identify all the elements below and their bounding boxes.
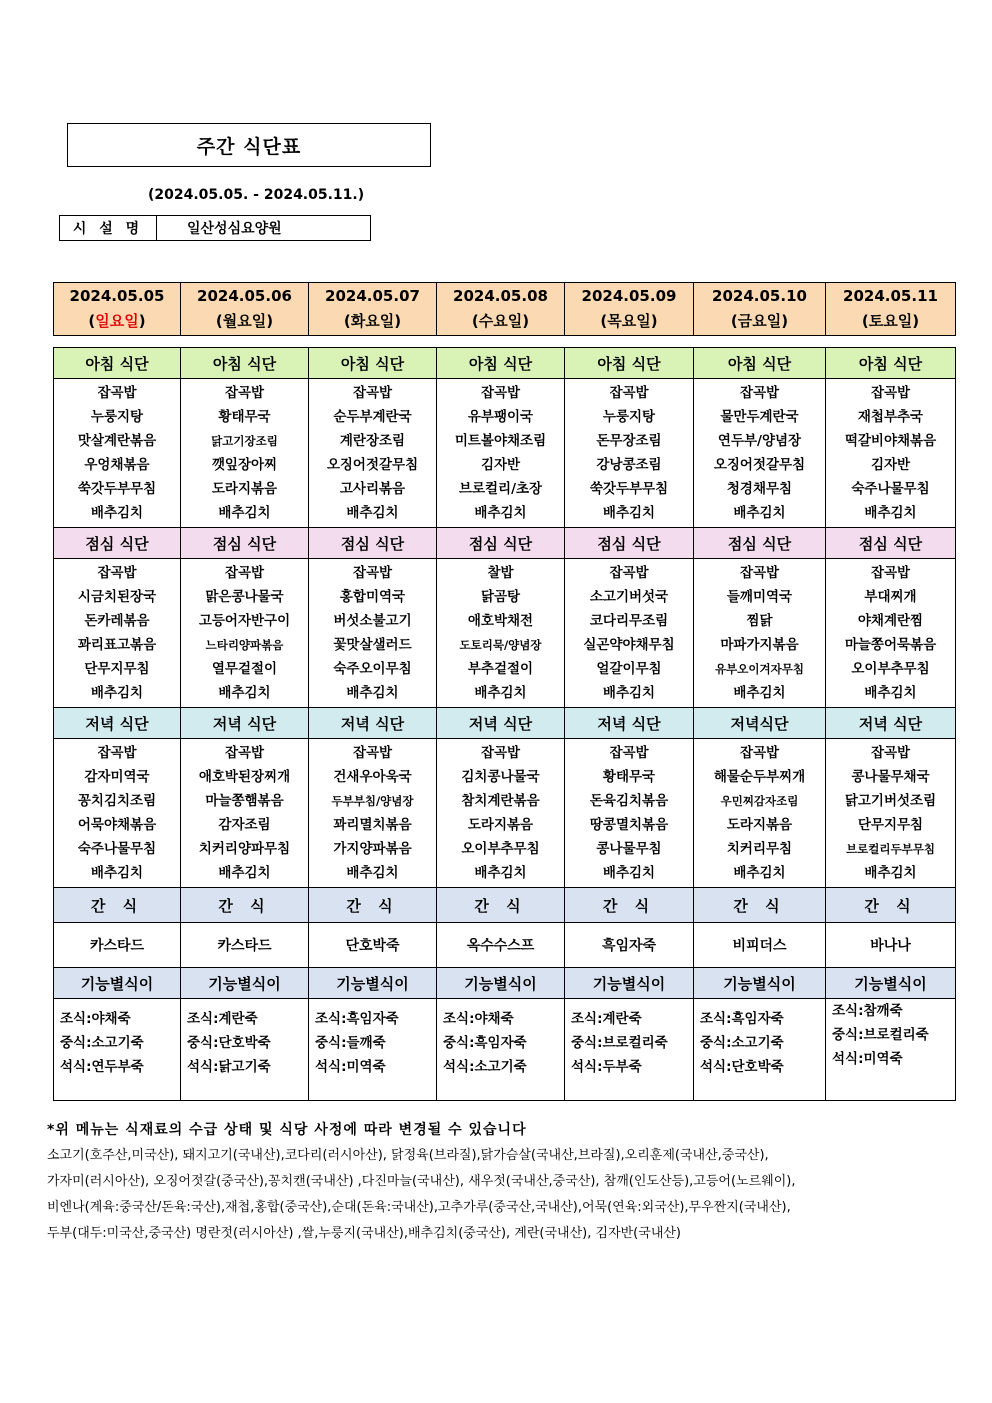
- functional-diet-header-row: [54, 968, 956, 999]
- functional-diet-header: 기능별식이: [54, 968, 181, 999]
- menu-item: 배추김치: [733, 865, 786, 881]
- menu-item: 배추김치: [474, 685, 527, 701]
- menu-item: 계란장조림: [339, 433, 406, 449]
- functional-diet-item: 조식:계란죽: [187, 1011, 258, 1027]
- menu-item: 오징어젓갈무침: [326, 457, 419, 473]
- origin-line: 소고기(호주산,미국산), 돼지고기(국내산),코다리(러시아산), 닭정육(브라질),닭가슴살(국내산,브라질),오리훈제(국내산,중국산),: [47, 1148, 769, 1163]
- facility-label: 시 설 명: [60, 216, 157, 240]
- menu-item: 잡곡밥: [352, 745, 393, 761]
- menu-item: 닭고기장조림: [211, 434, 278, 448]
- menu-item: 단무지무침: [84, 661, 150, 677]
- weekday-paren-open: (: [600, 312, 608, 330]
- menu-item: 청경채무침: [726, 481, 793, 497]
- notice-block: [47, 1117, 947, 1247]
- weekday-text: [181, 309, 308, 334]
- functional-diet-item: 조식:참깨죽: [832, 1003, 903, 1019]
- menu-item: 잡곡밥: [352, 385, 393, 401]
- dinner-header: 저녁 식단: [181, 708, 309, 739]
- menu-item: 실곤약야채무침: [583, 637, 675, 653]
- dinner-header: 저녁 식단: [437, 708, 565, 739]
- date-text: 2024.05.06: [197, 287, 292, 305]
- menu-item: 돈무장조림: [596, 433, 662, 449]
- weekday-name: 일요일: [95, 312, 139, 330]
- menu-item: 참치계란볶음: [461, 793, 540, 809]
- breakfast-header-row: [54, 348, 956, 379]
- dinner-menu-row: [54, 739, 956, 888]
- snack-item: 바나나: [826, 923, 956, 968]
- weekday-name: 토요일: [868, 312, 913, 330]
- snack-item: 흑임자죽: [565, 923, 694, 968]
- menu-item: 부대찌개: [864, 589, 917, 605]
- dinner-header: 저녁 식단: [826, 708, 956, 739]
- date-text: 2024.05.11: [843, 287, 938, 305]
- snack-header: 간 식: [694, 888, 826, 923]
- snack-header-row: [54, 888, 956, 923]
- date-text: 2024.05.07: [325, 287, 420, 305]
- lunch-menu-cell: [181, 559, 309, 708]
- weekday-name: 월요일: [222, 312, 267, 330]
- breakfast-menu-cell: [437, 379, 565, 528]
- menu-item: 숙주오이무침: [333, 661, 412, 677]
- menu-item: 꽁치김치조림: [77, 793, 157, 809]
- menu-item: 치커리무침: [726, 841, 793, 857]
- breakfast-menu-cell: [565, 379, 694, 528]
- menu-item: 떡갈비야채볶음: [844, 433, 937, 449]
- menu-item: 배추김치: [864, 685, 917, 701]
- menu-item: 배추김치: [90, 685, 144, 701]
- menu-table: [53, 347, 956, 1101]
- weekday-paren-close: ): [394, 312, 402, 330]
- lunch-header: 점심 식단: [54, 528, 181, 559]
- functional-diet-item: 석식:단호박죽: [700, 1059, 784, 1075]
- menu-item: 돈카레볶음: [84, 613, 150, 629]
- menu-item: 잡곡밥: [97, 565, 137, 581]
- functional-diet-cell: [694, 999, 826, 1101]
- menu-item: 누룽지탕: [602, 409, 656, 425]
- menu-item: 고사리볶음: [339, 481, 406, 497]
- menu-item: 마파가지볶음: [720, 637, 799, 653]
- functional-diet-cell: [565, 999, 694, 1101]
- weekday-paren-close: ): [912, 312, 920, 330]
- lunch-header: 점심 식단: [309, 528, 437, 559]
- weekday-paren-close: ): [138, 312, 146, 330]
- date-cell: [437, 283, 565, 336]
- menu-item: 누룽지탕: [90, 409, 144, 425]
- functional-diet-item: 중식:브로컬리죽: [832, 1027, 929, 1043]
- menu-item: 황태무국: [218, 409, 271, 425]
- menu-item: 홍합미역국: [339, 589, 406, 605]
- menu-item: 잡곡밥: [224, 745, 265, 761]
- weekday-paren-open: (: [730, 312, 738, 330]
- notice-title: *위 메뉴는 식재료의 수급 상태 및 식당 사정에 따라 변경될 수 있습니다: [47, 1122, 527, 1138]
- lunch-header: 점심 식단: [437, 528, 565, 559]
- breakfast-menu-row: [54, 379, 956, 528]
- menu-item: 닭고기버섯조림: [844, 793, 937, 809]
- menu-item: 숙주나물무침: [851, 481, 930, 497]
- menu-item: 오징어젓갈무침: [713, 457, 806, 473]
- date-cell: [181, 283, 309, 336]
- functional-diet-cell: [437, 999, 565, 1101]
- menu-item: 재첩부추국: [857, 409, 924, 425]
- breakfast-header: 아침 식단: [309, 348, 437, 379]
- weekday-paren-open: (: [861, 312, 869, 330]
- menu-item: 배추김치: [346, 505, 399, 521]
- menu-item: 소고기버섯국: [589, 589, 669, 605]
- menu-item: 도라지볶음: [467, 817, 534, 833]
- breakfast-menu-cell: [309, 379, 437, 528]
- weekday-paren-close: ): [522, 312, 530, 330]
- menu-item: 연두부/양념장: [717, 433, 802, 449]
- menu-item: 부추겉절이: [467, 661, 534, 677]
- menu-item: 배추김치: [218, 685, 271, 701]
- lunch-menu-cell: [694, 559, 826, 708]
- menu-item: 꽈리멸치볶음: [333, 817, 412, 833]
- menu-item: 배추김치: [733, 505, 786, 521]
- menu-item: 물만두계란국: [720, 409, 799, 425]
- menu-item: 배추김치: [864, 865, 917, 881]
- functional-diet-row: [54, 999, 956, 1101]
- functional-diet-cell: [309, 999, 437, 1101]
- menu-item: 잡곡밥: [739, 745, 780, 761]
- menu-item: 가지양파볶음: [333, 841, 412, 857]
- lunch-header: 점심 식단: [565, 528, 694, 559]
- menu-item: 배추김치: [90, 505, 144, 521]
- menu-item: 배추김치: [602, 505, 656, 521]
- snack-header: 간 식: [54, 888, 181, 923]
- weekday-name: 금요일: [737, 312, 782, 330]
- functional-diet-item: 중식:흑임자죽: [443, 1035, 527, 1051]
- menu-item: 애호박된장찌개: [198, 769, 291, 785]
- breakfast-header: 아침 식단: [565, 348, 694, 379]
- breakfast-header: 아침 식단: [694, 348, 826, 379]
- menu-item: 잡곡밥: [97, 745, 137, 761]
- facility-name: 일산성심요양원: [187, 221, 282, 237]
- menu-item: 도라지볶음: [726, 817, 793, 833]
- menu-item: 잡곡밥: [609, 385, 649, 401]
- date-cell: [309, 283, 437, 336]
- lunch-menu-cell: [437, 559, 565, 708]
- weekday-name: 화요일: [350, 312, 395, 330]
- functional-diet-header: 기능별식이: [309, 968, 437, 999]
- menu-item: 잡곡밥: [97, 385, 137, 401]
- breakfast-header: 아침 식단: [54, 348, 181, 379]
- dinner-header: 저녁 식단: [309, 708, 437, 739]
- functional-diet-item: 중식:단호박죽: [187, 1035, 271, 1051]
- functional-diet-cell: [826, 999, 956, 1101]
- menu-item: 시금치된장국: [77, 589, 157, 605]
- origin-list: [47, 1143, 947, 1247]
- date-text: 2024.05.09: [581, 287, 677, 305]
- functional-diet-item: 조식:계란죽: [571, 1011, 642, 1027]
- menu-item: 브로컬리두부무침: [846, 842, 935, 856]
- menu-item: 콩나물무침: [596, 841, 662, 857]
- snack-item: 비피더스: [694, 923, 826, 968]
- functional-diet-item: 석식:미역죽: [315, 1059, 386, 1075]
- lunch-header: 점심 식단: [694, 528, 826, 559]
- menu-item: 꽈리표고볶음: [77, 637, 157, 653]
- menu-item: 땅콩멸치볶음: [589, 817, 669, 833]
- weekday-text: [694, 309, 825, 334]
- menu-item: 애호박채전: [467, 613, 534, 629]
- menu-item: 순두부계란국: [333, 409, 412, 425]
- date-text: 2024.05.05: [69, 287, 165, 305]
- weekday-paren-close: ): [781, 312, 789, 330]
- menu-item: 마늘쫑어묵볶음: [844, 637, 937, 653]
- weekday-paren-close: ): [266, 312, 274, 330]
- menu-item: 콩나물무채국: [851, 769, 930, 785]
- functional-diet-cell: [54, 999, 181, 1101]
- snack-item: 단호박죽: [309, 923, 437, 968]
- functional-diet-item: 중식:소고기죽: [60, 1035, 144, 1051]
- date-text: 2024.05.10: [712, 287, 807, 305]
- menu-item: 김치콩나물국: [461, 769, 540, 785]
- menu-item: 배추김치: [864, 505, 917, 521]
- lunch-header-row: [54, 528, 956, 559]
- weekday-text: [437, 309, 564, 334]
- menu-item: 잡곡밥: [609, 745, 649, 761]
- weekday-name: 수요일: [478, 312, 523, 330]
- functional-diet-item: 중식:브로컬리죽: [571, 1035, 668, 1051]
- menu-item: 배추김치: [474, 865, 527, 881]
- lunch-header: 점심 식단: [826, 528, 956, 559]
- menu-item: 닭곰탕: [480, 589, 521, 605]
- snack-header: 간 식: [565, 888, 694, 923]
- functional-diet-item: 석식:두부죽: [571, 1059, 642, 1075]
- menu-item: 미트볼야채조림: [454, 433, 547, 449]
- page-title: 주간 식단표: [67, 123, 431, 167]
- date-cell: [54, 283, 181, 336]
- breakfast-header: 아침 식단: [181, 348, 309, 379]
- menu-item: 배추김치: [733, 685, 786, 701]
- weekday-paren-open: (: [343, 312, 351, 330]
- menu-item: 숙주나물무침: [77, 841, 157, 857]
- dinner-menu-cell: [565, 739, 694, 888]
- dinner-header: 저녁 식단: [565, 708, 694, 739]
- menu-item: 우민찌감자조림: [720, 794, 799, 808]
- menu-item: 배추김치: [218, 865, 271, 881]
- menu-item: 배추김치: [602, 685, 656, 701]
- menu-item: 맑은콩나물국: [205, 589, 284, 605]
- date-text: 2024.05.08: [453, 287, 548, 305]
- snack-header: 간 식: [437, 888, 565, 923]
- menu-item: 잡곡밥: [609, 565, 649, 581]
- menu-item: 도라지볶음: [211, 481, 278, 497]
- menu-item: 마늘쫑햄볶음: [205, 793, 284, 809]
- menu-item: 유부팽이국: [467, 409, 534, 425]
- menu-item: 배추김치: [346, 685, 399, 701]
- snack-item: 옥수수스프: [437, 923, 565, 968]
- origin-line: 비엔나(계육:중국산/돈육:국산),재첩,홍합(중국산),순대(돈육:국내산),고추가루(중국산,국내산),어묵(연육:외국산),무우짠지(국내산),: [47, 1200, 791, 1215]
- lunch-menu-cell: [54, 559, 181, 708]
- menu-item: 배추김치: [218, 505, 271, 521]
- date-header-table: [53, 282, 956, 336]
- functional-diet-item: 조식:야채죽: [443, 1011, 514, 1027]
- menu-item: 배추김치: [474, 505, 527, 521]
- weekday-text: [565, 309, 693, 334]
- functional-diet-header: 기능별식이: [694, 968, 826, 999]
- menu-item: 해물순두부찌개: [713, 769, 806, 785]
- dinner-menu-cell: [309, 739, 437, 888]
- menu-item: 느타리양파볶음: [205, 638, 284, 652]
- date-row: [54, 283, 956, 336]
- menu-item: 황태무국: [602, 769, 656, 785]
- menu-item: 두부부침/양념장: [331, 794, 414, 808]
- snack-header: 간 식: [181, 888, 309, 923]
- menu-item: 깻잎장아찌: [211, 457, 278, 473]
- weekday-paren-close: ): [650, 312, 658, 330]
- period-range: (2024.05.05. - 2024.05.11.): [148, 187, 365, 203]
- functional-diet-item: 조식:흑임자죽: [700, 1011, 784, 1027]
- menu-item: 브로컬리/초장: [458, 481, 543, 497]
- menu-item: 잡곡밥: [870, 385, 911, 401]
- dinner-menu-cell: [437, 739, 565, 888]
- menu-item: 돈육김치볶음: [589, 793, 669, 809]
- menu-item: 들깨미역국: [726, 589, 793, 605]
- date-cell: [565, 283, 694, 336]
- menu-item: 배추김치: [346, 865, 399, 881]
- menu-item: 꽃맛살샐러드: [333, 637, 412, 653]
- weekday-text: [826, 309, 955, 334]
- functional-diet-item: 중식:들깨죽: [315, 1035, 386, 1051]
- functional-diet-header: 기능별식이: [565, 968, 694, 999]
- breakfast-menu-cell: [826, 379, 956, 528]
- dinner-header: 저녁식단: [694, 708, 826, 739]
- functional-diet-item: 석식:미역죽: [832, 1051, 903, 1067]
- menu-item: 배추김치: [90, 865, 144, 881]
- menu-item: 우엉채볶음: [84, 457, 150, 473]
- functional-diet-item: 중식:소고기죽: [700, 1035, 784, 1051]
- breakfast-menu-cell: [54, 379, 181, 528]
- menu-item: 감자미역국: [84, 769, 150, 785]
- menu-item: 쑥갓두부무침: [589, 481, 669, 497]
- dinner-header: 저녁 식단: [54, 708, 181, 739]
- functional-diet-item: 조식:흑임자죽: [315, 1011, 399, 1027]
- menu-item: 잡곡밥: [224, 385, 265, 401]
- functional-diet-header: 기능별식이: [826, 968, 956, 999]
- menu-item: 어묵야채볶음: [77, 817, 157, 833]
- menu-item: 잡곡밥: [352, 565, 393, 581]
- menu-item: 단무지무침: [857, 817, 924, 833]
- functional-diet-cell: [181, 999, 309, 1101]
- menu-item: 잡곡밥: [870, 565, 911, 581]
- menu-item: 배추김치: [602, 865, 656, 881]
- lunch-menu-cell: [826, 559, 956, 708]
- menu-item: 김자반: [480, 457, 521, 473]
- breakfast-header: 아침 식단: [437, 348, 565, 379]
- weekday-text: [309, 309, 436, 334]
- menu-item: 오이부추무침: [851, 661, 930, 677]
- weekday-name: 목요일: [607, 312, 651, 330]
- menu-item: 김자반: [870, 457, 911, 473]
- breakfast-header: 아침 식단: [826, 348, 956, 379]
- weekday-paren-open: (: [88, 312, 96, 330]
- dinner-menu-cell: [54, 739, 181, 888]
- menu-item: 오이부추무침: [461, 841, 540, 857]
- menu-item: 버섯소불고기: [333, 613, 412, 629]
- menu-item: 고등어자반구이: [198, 613, 291, 629]
- menu-item: 치커리양파무침: [198, 841, 291, 857]
- facility-box: [59, 215, 371, 241]
- snack-header: 간 식: [826, 888, 956, 923]
- menu-item: 쑥갓두부무침: [77, 481, 157, 497]
- menu-item: 열무겉절이: [211, 661, 278, 677]
- date-cell: [826, 283, 956, 336]
- dinner-menu-cell: [694, 739, 826, 888]
- lunch-menu-cell: [565, 559, 694, 708]
- menu-item: 잡곡밥: [480, 745, 521, 761]
- menu-item: 찰밥: [487, 565, 514, 581]
- origin-line: 두부(대두:미국산,중국산) 명란젓(러시아산) ,쌀,누룽지(국내산),배추김치(중국산), 계란(국내산), 김자반(국내산): [47, 1226, 682, 1241]
- menu-item: 건새우아욱국: [333, 769, 412, 785]
- functional-diet-item: 석식:닭고기죽: [187, 1059, 271, 1075]
- functional-diet-item: 조식:야채죽: [60, 1011, 131, 1027]
- menu-item: 잡곡밥: [224, 565, 265, 581]
- menu-item: 코다리무조림: [589, 613, 669, 629]
- menu-item: 감자조림: [218, 817, 271, 833]
- menu-item: 찜닭: [746, 613, 773, 629]
- functional-diet-header: 기능별식이: [437, 968, 565, 999]
- functional-diet-header: 기능별식이: [181, 968, 309, 999]
- lunch-menu-cell: [309, 559, 437, 708]
- menu-item: 야채계란찜: [857, 613, 924, 629]
- menu-item: 맛살계란볶음: [77, 433, 157, 449]
- date-cell: [694, 283, 826, 336]
- dinner-header-row: [54, 708, 956, 739]
- menu-item: 강낭콩조림: [596, 457, 662, 473]
- menu-item: 도토리묵/양념장: [459, 638, 542, 652]
- dinner-menu-cell: [826, 739, 956, 888]
- menu-item: 잡곡밥: [739, 385, 780, 401]
- snack-item: 카스타드: [54, 923, 181, 968]
- menu-item: 잡곡밥: [480, 385, 521, 401]
- menu-item: 잡곡밥: [870, 745, 911, 761]
- menu-item: 얼갈이무침: [596, 661, 662, 677]
- snack-item: 카스타드: [181, 923, 309, 968]
- weekday-paren-open: (: [215, 312, 223, 330]
- snack-row: [54, 923, 956, 968]
- weekday-paren-open: (: [471, 312, 479, 330]
- dinner-menu-cell: [181, 739, 309, 888]
- weekday-text: [54, 309, 180, 334]
- origin-line: 가자미(러시아산), 오징어젓갈(중국산),꽁치캔(국내산) ,다진마늘(국내산), 새우젓(국내산,중국산), 참깨(인도산등),고등어(노르웨이),: [47, 1174, 796, 1189]
- breakfast-menu-cell: [181, 379, 309, 528]
- menu-item: 잡곡밥: [739, 565, 780, 581]
- lunch-menu-row: [54, 559, 956, 708]
- breakfast-menu-cell: [694, 379, 826, 528]
- lunch-header: 점심 식단: [181, 528, 309, 559]
- snack-header: 간 식: [309, 888, 437, 923]
- functional-diet-item: 석식:소고기죽: [443, 1059, 527, 1075]
- menu-item: 유부오이겨자무침: [715, 662, 804, 676]
- functional-diet-item: 석식:연두부죽: [60, 1059, 144, 1075]
